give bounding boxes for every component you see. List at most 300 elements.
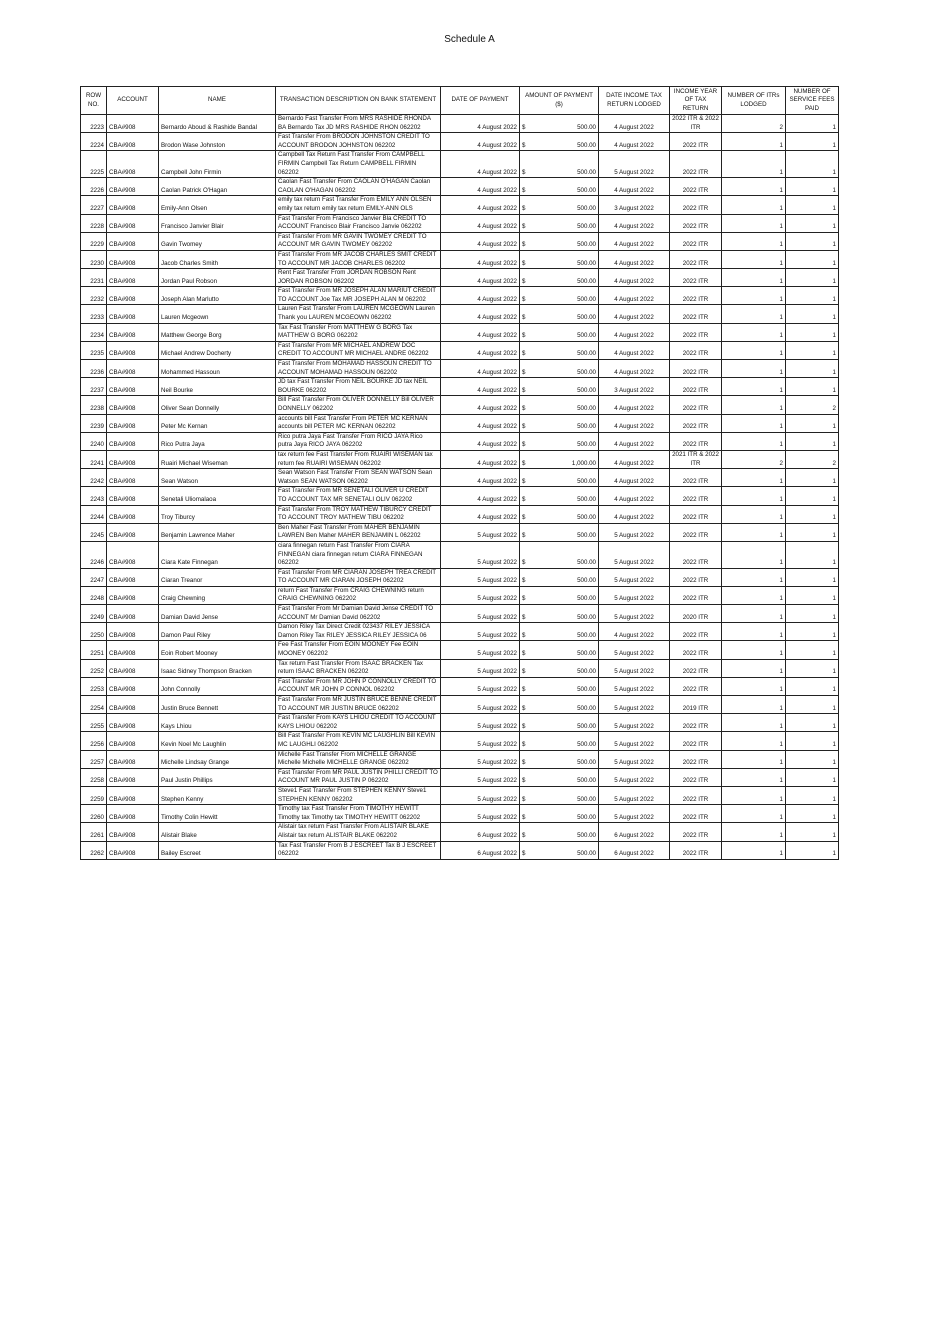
account-cell: CBA#908 bbox=[107, 115, 159, 133]
amount-cell bbox=[520, 269, 599, 287]
lodged-date-cell: 5 August 2022 bbox=[599, 605, 670, 623]
itrs-lodged-cell: 1 bbox=[722, 641, 786, 659]
currency-symbol: $ bbox=[522, 613, 526, 621]
income-year-cell: 2022 ITR bbox=[670, 805, 722, 823]
payment-date-cell: 4 August 2022 bbox=[441, 396, 520, 414]
payment-date-cell: 5 August 2022 bbox=[441, 641, 520, 659]
row-number: 2234 bbox=[81, 323, 107, 341]
income-year-cell: 2021 ITR & 2022 ITR bbox=[670, 450, 722, 468]
description-cell: ciara finnegan return Fast Transfer From CIARA FINNEGAN ciara finnegan return CIARA FINNEGAN 062202 bbox=[276, 541, 441, 568]
payment-date-cell: 5 August 2022 bbox=[441, 714, 520, 732]
account-cell: CBA#908 bbox=[107, 469, 159, 487]
currency-symbol: $ bbox=[522, 595, 526, 603]
row-number: 2224 bbox=[81, 133, 107, 151]
lodged-date-cell: 5 August 2022 bbox=[599, 696, 670, 714]
payment-date-cell: 6 August 2022 bbox=[441, 841, 520, 859]
account-cell: CBA#908 bbox=[107, 133, 159, 151]
payment-date-cell: 4 August 2022 bbox=[441, 305, 520, 323]
description-cell: Fast Transfer From Mr Damian David Jense CREDIT TO ACCOUNT Mr Damian David 062202 bbox=[276, 605, 441, 623]
name-cell: Stephen Kenny bbox=[159, 786, 276, 804]
amount-cell bbox=[520, 623, 599, 641]
table-row bbox=[81, 487, 839, 505]
fees-paid-cell: 1 bbox=[786, 133, 839, 151]
income-year-cell: 2022 ITR bbox=[670, 432, 722, 450]
amount-cell bbox=[520, 323, 599, 341]
name-cell: Kays Lhiou bbox=[159, 714, 276, 732]
amount-value: 500.00 bbox=[577, 123, 596, 131]
amount-cell bbox=[520, 378, 599, 396]
row-number: 2242 bbox=[81, 469, 107, 487]
payment-date-cell: 5 August 2022 bbox=[441, 586, 520, 604]
description-cell: Fast Transfer From BRODON JOHNSTON CREDIT TO ACCOUNT BRODON JOHNSTON 062202 bbox=[276, 133, 441, 151]
fees-paid-cell: 1 bbox=[786, 360, 839, 378]
row-number: 2232 bbox=[81, 287, 107, 305]
schedule-table bbox=[80, 86, 839, 860]
lodged-date-cell: 4 August 2022 bbox=[599, 269, 670, 287]
amount-value: 500.00 bbox=[577, 704, 596, 712]
itrs-lodged-cell: 1 bbox=[722, 841, 786, 859]
lodged-date-cell: 5 August 2022 bbox=[599, 151, 670, 178]
row-number: 2251 bbox=[81, 641, 107, 659]
name-cell: Damian David Jense bbox=[159, 605, 276, 623]
payment-date-cell: 5 August 2022 bbox=[441, 677, 520, 695]
row-number: 2247 bbox=[81, 568, 107, 586]
amount-value: 500.00 bbox=[577, 141, 596, 149]
fees-paid-cell: 1 bbox=[786, 178, 839, 196]
header-date-of-payment: DATE OF PAYMENT bbox=[441, 87, 520, 115]
account-cell: CBA#908 bbox=[107, 750, 159, 768]
income-year-cell: 2022 ITR bbox=[670, 287, 722, 305]
description-cell: return Fast Transfer From CRAIG CHEWNING return CRAIG CHEWNING 062202 bbox=[276, 586, 441, 604]
description-cell: Fast Transfer From MR JOHN P CONNOLLY CREDIT TO ACCOUNT MR JOHN P CONNOL 062202 bbox=[276, 677, 441, 695]
amount-value: 500.00 bbox=[577, 559, 596, 567]
name-cell: Troy Tiburcy bbox=[159, 505, 276, 523]
account-cell: CBA#908 bbox=[107, 305, 159, 323]
amount-cell bbox=[520, 732, 599, 750]
currency-symbol: $ bbox=[522, 704, 526, 712]
lodged-date-cell: 4 August 2022 bbox=[599, 623, 670, 641]
itrs-lodged-cell: 1 bbox=[722, 768, 786, 786]
amount-value: 500.00 bbox=[577, 577, 596, 585]
description-cell: Damon Riley Tax Direct Credit 023437 RILEY JESSICA Damon Riley Tax RILEY JESSICA RILEY JESSICA 06 bbox=[276, 623, 441, 641]
income-year-cell: 2022 ITR bbox=[670, 768, 722, 786]
table-row bbox=[81, 659, 839, 677]
description-cell: Lauren Fast Transfer From LAUREN MCGEOWN Lauren Thank you LAUREN MCGEOWN 062202 bbox=[276, 305, 441, 323]
amount-cell bbox=[520, 805, 599, 823]
currency-symbol: $ bbox=[522, 795, 526, 803]
income-year-cell: 2022 ITR bbox=[670, 341, 722, 359]
name-cell: Ciara Kate Finnegan bbox=[159, 541, 276, 568]
itrs-lodged-cell: 2 bbox=[722, 115, 786, 133]
table-row bbox=[81, 768, 839, 786]
amount-cell bbox=[520, 214, 599, 232]
row-number: 2229 bbox=[81, 232, 107, 250]
itrs-lodged-cell: 1 bbox=[722, 396, 786, 414]
table-row bbox=[81, 750, 839, 768]
fees-paid-cell: 1 bbox=[786, 151, 839, 178]
itrs-lodged-cell: 1 bbox=[722, 696, 786, 714]
amount-value: 500.00 bbox=[577, 332, 596, 340]
page-title: Schedule A bbox=[444, 34, 495, 45]
header-account: ACCOUNT bbox=[107, 87, 159, 115]
income-year-cell: 2022 ITR bbox=[670, 214, 722, 232]
payment-date-cell: 5 August 2022 bbox=[441, 768, 520, 786]
income-year-cell: 2022 ITR bbox=[670, 623, 722, 641]
payment-date-cell: 5 August 2022 bbox=[441, 623, 520, 641]
itrs-lodged-cell: 1 bbox=[722, 786, 786, 804]
table-row bbox=[81, 250, 839, 268]
name-cell: Peter Mc Kernan bbox=[159, 414, 276, 432]
description-cell: Fast Transfer From MR GAVIN TWOMEY CREDIT TO ACCOUNT MR GAVIN TWOMEY 062202 bbox=[276, 232, 441, 250]
description-cell: Tax return Fast Transfer From ISAAC BRACKEN Tax return ISAAC BRACKEN 062202 bbox=[276, 659, 441, 677]
fees-paid-cell: 1 bbox=[786, 196, 839, 214]
lodged-date-cell: 5 August 2022 bbox=[599, 568, 670, 586]
row-number: 2248 bbox=[81, 586, 107, 604]
currency-symbol: $ bbox=[522, 532, 526, 540]
name-cell: Alistair Blake bbox=[159, 823, 276, 841]
description-cell: Rent Fast Transfer From JORDAN ROBSON Rent JORDAN ROBSON 062202 bbox=[276, 269, 441, 287]
amount-cell bbox=[520, 178, 599, 196]
itrs-lodged-cell: 1 bbox=[722, 523, 786, 541]
itrs-lodged-cell: 1 bbox=[722, 432, 786, 450]
account-cell: CBA#908 bbox=[107, 659, 159, 677]
income-year-cell: 2022 ITR bbox=[670, 323, 722, 341]
table-row bbox=[81, 805, 839, 823]
row-number: 2225 bbox=[81, 151, 107, 178]
amount-cell bbox=[520, 641, 599, 659]
amount-value: 500.00 bbox=[577, 259, 596, 267]
lodged-date-cell: 4 August 2022 bbox=[599, 305, 670, 323]
amount-value: 500.00 bbox=[577, 314, 596, 322]
amount-cell bbox=[520, 823, 599, 841]
lodged-date-cell: 4 August 2022 bbox=[599, 115, 670, 133]
payment-date-cell: 4 August 2022 bbox=[441, 250, 520, 268]
payment-date-cell: 5 August 2022 bbox=[441, 605, 520, 623]
table-row bbox=[81, 414, 839, 432]
amount-cell bbox=[520, 487, 599, 505]
currency-symbol: $ bbox=[522, 813, 526, 821]
account-cell: CBA#908 bbox=[107, 677, 159, 695]
amount-cell bbox=[520, 151, 599, 178]
description-cell: Bill Fast Transfer From OLIVER DONNELLY Bill OLIVER DONNELLY 062202 bbox=[276, 396, 441, 414]
payment-date-cell: 4 August 2022 bbox=[441, 115, 520, 133]
name-cell: Emily-Ann Olsen bbox=[159, 196, 276, 214]
row-number: 2259 bbox=[81, 786, 107, 804]
lodged-date-cell: 5 August 2022 bbox=[599, 732, 670, 750]
currency-symbol: $ bbox=[522, 405, 526, 412]
amount-value: 1,000.00 bbox=[571, 459, 596, 467]
header-income-year: INCOME YEAR OF TAX RETURN bbox=[670, 87, 722, 115]
fees-paid-cell: 1 bbox=[786, 605, 839, 623]
lodged-date-cell: 5 August 2022 bbox=[599, 659, 670, 677]
itrs-lodged-cell: 1 bbox=[722, 378, 786, 396]
fees-paid-cell: 1 bbox=[786, 323, 839, 341]
currency-symbol: $ bbox=[522, 831, 526, 839]
description-cell: Fast Transfer From KAYS LHIOU CREDIT TO ACCOUNT KAYS LHIOU 062202 bbox=[276, 714, 441, 732]
description-cell: Fast Transfer From MR JACOB CHARLES SMIT CREDIT TO ACCOUNT MR JACOB CHARLES 062202 bbox=[276, 250, 441, 268]
itrs-lodged-cell: 1 bbox=[722, 287, 786, 305]
income-year-cell: 2022 ITR bbox=[670, 414, 722, 432]
table-row bbox=[81, 641, 839, 659]
account-cell: CBA#908 bbox=[107, 178, 159, 196]
amount-cell bbox=[520, 133, 599, 151]
name-cell: Justin Bruce Bennett bbox=[159, 696, 276, 714]
fees-paid-cell: 1 bbox=[786, 841, 839, 859]
description-cell: Fast Transfer From MR JOSEPH ALAN MARIUT CREDIT TO ACCOUNT Joe Tax MR JOSEPH ALAN M 062202 bbox=[276, 287, 441, 305]
amount-cell bbox=[520, 750, 599, 768]
fees-paid-cell: 1 bbox=[786, 623, 839, 641]
description-cell: Bernardo Fast Transfer From MRS RASHIDE RHONDA BA Bernardo Tax JD MRS RASHIDE RHON 062202 bbox=[276, 115, 441, 133]
payment-date-cell: 5 August 2022 bbox=[441, 732, 520, 750]
row-number: 2249 bbox=[81, 605, 107, 623]
name-cell: Campbell John Firmin bbox=[159, 151, 276, 178]
payment-date-cell: 5 August 2022 bbox=[441, 805, 520, 823]
description-cell: Fast Transfer From MR MICHAEL ANDREW DOC CREDIT TO ACCOUNT MR MICHAEL ANDRE 062202 bbox=[276, 341, 441, 359]
fees-paid-cell: 1 bbox=[786, 641, 839, 659]
amount-value: 500.00 bbox=[577, 295, 596, 303]
currency-symbol: $ bbox=[522, 722, 526, 730]
income-year-cell: 2022 ITR bbox=[670, 305, 722, 323]
row-number: 2255 bbox=[81, 714, 107, 732]
amount-value: 500.00 bbox=[577, 532, 596, 540]
fees-paid-cell: 1 bbox=[786, 541, 839, 568]
amount-cell bbox=[520, 250, 599, 268]
row-number: 2261 bbox=[81, 823, 107, 841]
row-number: 2235 bbox=[81, 341, 107, 359]
income-year-cell: 2022 ITR bbox=[670, 505, 722, 523]
table-row bbox=[81, 269, 839, 287]
amount-cell bbox=[520, 841, 599, 859]
table-row bbox=[81, 732, 839, 750]
itrs-lodged-cell: 1 bbox=[722, 823, 786, 841]
fees-paid-cell: 1 bbox=[786, 305, 839, 323]
table-row bbox=[81, 341, 839, 359]
income-year-cell: 2019 ITR bbox=[670, 696, 722, 714]
account-cell: CBA#908 bbox=[107, 605, 159, 623]
amount-cell bbox=[520, 450, 599, 468]
itrs-lodged-cell: 1 bbox=[722, 133, 786, 151]
row-number: 2237 bbox=[81, 378, 107, 396]
amount-cell bbox=[520, 396, 599, 414]
payment-date-cell: 4 August 2022 bbox=[441, 414, 520, 432]
income-year-cell: 2022 ITR bbox=[670, 378, 722, 396]
fees-paid-cell: 1 bbox=[786, 214, 839, 232]
description-cell: Tax Fast Transfer From MATTHEW G BORG Tax MATTHEW G BORG 062202 bbox=[276, 323, 441, 341]
row-number: 2260 bbox=[81, 805, 107, 823]
amount-value: 500.00 bbox=[577, 277, 596, 285]
table-row bbox=[81, 469, 839, 487]
income-year-cell: 2022 ITR bbox=[670, 823, 722, 841]
amount-value: 500.00 bbox=[577, 686, 596, 694]
lodged-date-cell: 5 August 2022 bbox=[599, 677, 670, 695]
payment-date-cell: 5 August 2022 bbox=[441, 659, 520, 677]
table-row bbox=[81, 605, 839, 623]
currency-symbol: $ bbox=[522, 850, 526, 858]
name-cell: Neil Bourke bbox=[159, 378, 276, 396]
amount-value: 500.00 bbox=[577, 795, 596, 803]
itrs-lodged-cell: 1 bbox=[722, 750, 786, 768]
description-cell: Tax Fast Transfer From B J ESCREET Tax B J ESCREET 062202 bbox=[276, 841, 441, 859]
name-cell: Ciaran Treanor bbox=[159, 568, 276, 586]
name-cell: Eoin Robert Mooney bbox=[159, 641, 276, 659]
name-cell: Craig Chewning bbox=[159, 586, 276, 604]
amount-cell bbox=[520, 714, 599, 732]
currency-symbol: $ bbox=[522, 386, 526, 394]
table-row bbox=[81, 786, 839, 804]
header-date-lodged: DATE INCOME TAX RETURN LODGED bbox=[599, 87, 670, 115]
amount-value: 500.00 bbox=[577, 350, 596, 358]
table-row bbox=[81, 586, 839, 604]
account-cell: CBA#908 bbox=[107, 696, 159, 714]
currency-symbol: $ bbox=[522, 631, 526, 639]
income-year-cell: 2022 ITR bbox=[670, 396, 722, 414]
amount-value: 500.00 bbox=[577, 850, 596, 858]
itrs-lodged-cell: 1 bbox=[722, 414, 786, 432]
currency-symbol: $ bbox=[522, 759, 526, 767]
name-cell: Bernardo Aboud & Rashide Bandal bbox=[159, 115, 276, 133]
fees-paid-cell: 1 bbox=[786, 505, 839, 523]
account-cell: CBA#908 bbox=[107, 841, 159, 859]
amount-value: 500.00 bbox=[577, 631, 596, 639]
currency-symbol: $ bbox=[522, 740, 526, 748]
account-cell: CBA#908 bbox=[107, 196, 159, 214]
itrs-lodged-cell: 1 bbox=[722, 151, 786, 178]
payment-date-cell: 4 August 2022 bbox=[441, 341, 520, 359]
table-row bbox=[81, 378, 839, 396]
description-cell: emily tax return Fast Transfer From EMILY ANN OLSEN emily tax return emily tax return EMILY-ANN OLS bbox=[276, 196, 441, 214]
income-year-cell: 2022 ITR bbox=[670, 586, 722, 604]
lodged-date-cell: 5 August 2022 bbox=[599, 768, 670, 786]
payment-date-cell: 4 August 2022 bbox=[441, 378, 520, 396]
lodged-date-cell: 3 August 2022 bbox=[599, 378, 670, 396]
amount-cell bbox=[520, 469, 599, 487]
amount-cell bbox=[520, 696, 599, 714]
table-row bbox=[81, 714, 839, 732]
income-year-cell: 2022 ITR bbox=[670, 714, 722, 732]
row-number: 2244 bbox=[81, 505, 107, 523]
amount-cell bbox=[520, 232, 599, 250]
description-cell: Rico putra Jaya Fast Transfer From RICO JAYA Rico putra Jaya RICO JAYA 062202 bbox=[276, 432, 441, 450]
currency-symbol: $ bbox=[522, 441, 526, 449]
amount-value: 500.00 bbox=[577, 405, 596, 412]
name-cell: Isaac Sidney Thompson Bracken bbox=[159, 659, 276, 677]
table-row bbox=[81, 396, 839, 414]
description-cell: Fast Transfer From MR SENETALI OLIVER U CREDIT TO ACCOUNT TAX MR SENETALI OLIV 062202 bbox=[276, 487, 441, 505]
itrs-lodged-cell: 1 bbox=[722, 269, 786, 287]
itrs-lodged-cell: 1 bbox=[722, 623, 786, 641]
amount-cell bbox=[520, 414, 599, 432]
income-year-cell: 2022 ITR bbox=[670, 541, 722, 568]
amount-cell bbox=[520, 786, 599, 804]
account-cell: CBA#908 bbox=[107, 523, 159, 541]
amount-value: 500.00 bbox=[577, 423, 596, 431]
description-cell: Fast Transfer From TROY MATHEW TIBURCY CREDIT TO ACCOUNT TROY MATHEW TIBU 062202 bbox=[276, 505, 441, 523]
account-cell: CBA#908 bbox=[107, 505, 159, 523]
account-cell: CBA#908 bbox=[107, 396, 159, 414]
currency-symbol: $ bbox=[522, 368, 526, 376]
itrs-lodged-cell: 1 bbox=[722, 196, 786, 214]
itrs-lodged-cell: 1 bbox=[722, 677, 786, 695]
payment-date-cell: 5 August 2022 bbox=[441, 696, 520, 714]
itrs-lodged-cell: 1 bbox=[722, 541, 786, 568]
income-year-cell: 2022 ITR bbox=[670, 841, 722, 859]
account-cell: CBA#908 bbox=[107, 287, 159, 305]
description-cell: tax return fee Fast Transfer From RUAIRI WISEMAN tax return fee RUAIRI WISEMAN 062202 bbox=[276, 450, 441, 468]
account-cell: CBA#908 bbox=[107, 641, 159, 659]
amount-value: 500.00 bbox=[577, 441, 596, 449]
currency-symbol: $ bbox=[522, 668, 526, 676]
table-row bbox=[81, 568, 839, 586]
amount-value: 500.00 bbox=[577, 241, 596, 249]
name-cell: Mohammed Hassoun bbox=[159, 360, 276, 378]
itrs-lodged-cell: 1 bbox=[722, 505, 786, 523]
table-row bbox=[81, 505, 839, 523]
income-year-cell: 2022 ITR bbox=[670, 523, 722, 541]
name-cell: Bailey Escreet bbox=[159, 841, 276, 859]
fees-paid-cell: 1 bbox=[786, 568, 839, 586]
row-number: 2230 bbox=[81, 250, 107, 268]
row-number: 2252 bbox=[81, 659, 107, 677]
currency-symbol: $ bbox=[522, 514, 526, 522]
lodged-date-cell: 4 August 2022 bbox=[599, 287, 670, 305]
header-name: NAME bbox=[159, 87, 276, 115]
payment-date-cell: 4 August 2022 bbox=[441, 178, 520, 196]
table-row bbox=[81, 360, 839, 378]
currency-symbol: $ bbox=[522, 495, 526, 503]
account-cell: CBA#908 bbox=[107, 450, 159, 468]
account-cell: CBA#908 bbox=[107, 541, 159, 568]
payment-date-cell: 5 August 2022 bbox=[441, 786, 520, 804]
account-cell: CBA#908 bbox=[107, 623, 159, 641]
fees-paid-cell: 1 bbox=[786, 659, 839, 677]
name-cell: Senetali Uliomalaoa bbox=[159, 487, 276, 505]
name-cell: Michelle Lindsay Grange bbox=[159, 750, 276, 768]
itrs-lodged-cell: 1 bbox=[722, 714, 786, 732]
table-row bbox=[81, 823, 839, 841]
account-cell: CBA#908 bbox=[107, 432, 159, 450]
lodged-date-cell: 4 August 2022 bbox=[599, 323, 670, 341]
currency-symbol: $ bbox=[522, 650, 526, 658]
itrs-lodged-cell: 1 bbox=[722, 214, 786, 232]
lodged-date-cell: 5 August 2022 bbox=[599, 541, 670, 568]
itrs-lodged-cell: 1 bbox=[722, 250, 786, 268]
income-year-cell: 2022 ITR bbox=[670, 196, 722, 214]
amount-value: 500.00 bbox=[577, 495, 596, 503]
amount-value: 500.00 bbox=[577, 813, 596, 821]
name-cell: Benjamin Lawrence Maher bbox=[159, 523, 276, 541]
currency-symbol: $ bbox=[522, 186, 526, 194]
name-cell: Caolan Patrick O'Hagan bbox=[159, 178, 276, 196]
table-row bbox=[81, 696, 839, 714]
amount-value: 500.00 bbox=[577, 613, 596, 621]
lodged-date-cell: 3 August 2022 bbox=[599, 196, 670, 214]
amount-value: 500.00 bbox=[577, 595, 596, 603]
income-year-cell: 2022 ITR bbox=[670, 487, 722, 505]
name-cell: Damon Paul Riley bbox=[159, 623, 276, 641]
name-cell: Ruairi Michael Wiseman bbox=[159, 450, 276, 468]
amount-value: 500.00 bbox=[577, 368, 596, 376]
table-row bbox=[81, 523, 839, 541]
account-cell: CBA#908 bbox=[107, 714, 159, 732]
description-cell: Fast Transfer From Francisco Janvier Bla CREDIT TO ACCOUNT Francisco Blair Francisco Janvie 062202 bbox=[276, 214, 441, 232]
income-year-cell: 2022 ITR bbox=[670, 250, 722, 268]
payment-date-cell: 4 August 2022 bbox=[441, 450, 520, 468]
amount-cell bbox=[520, 341, 599, 359]
amount-cell bbox=[520, 586, 599, 604]
amount-value: 500.00 bbox=[577, 740, 596, 748]
currency-symbol: $ bbox=[522, 332, 526, 340]
description-cell: Bill Fast Transfer From KEVIN MC LAUGHLIN Bill KEVIN MC LAUGHLI 062202 bbox=[276, 732, 441, 750]
